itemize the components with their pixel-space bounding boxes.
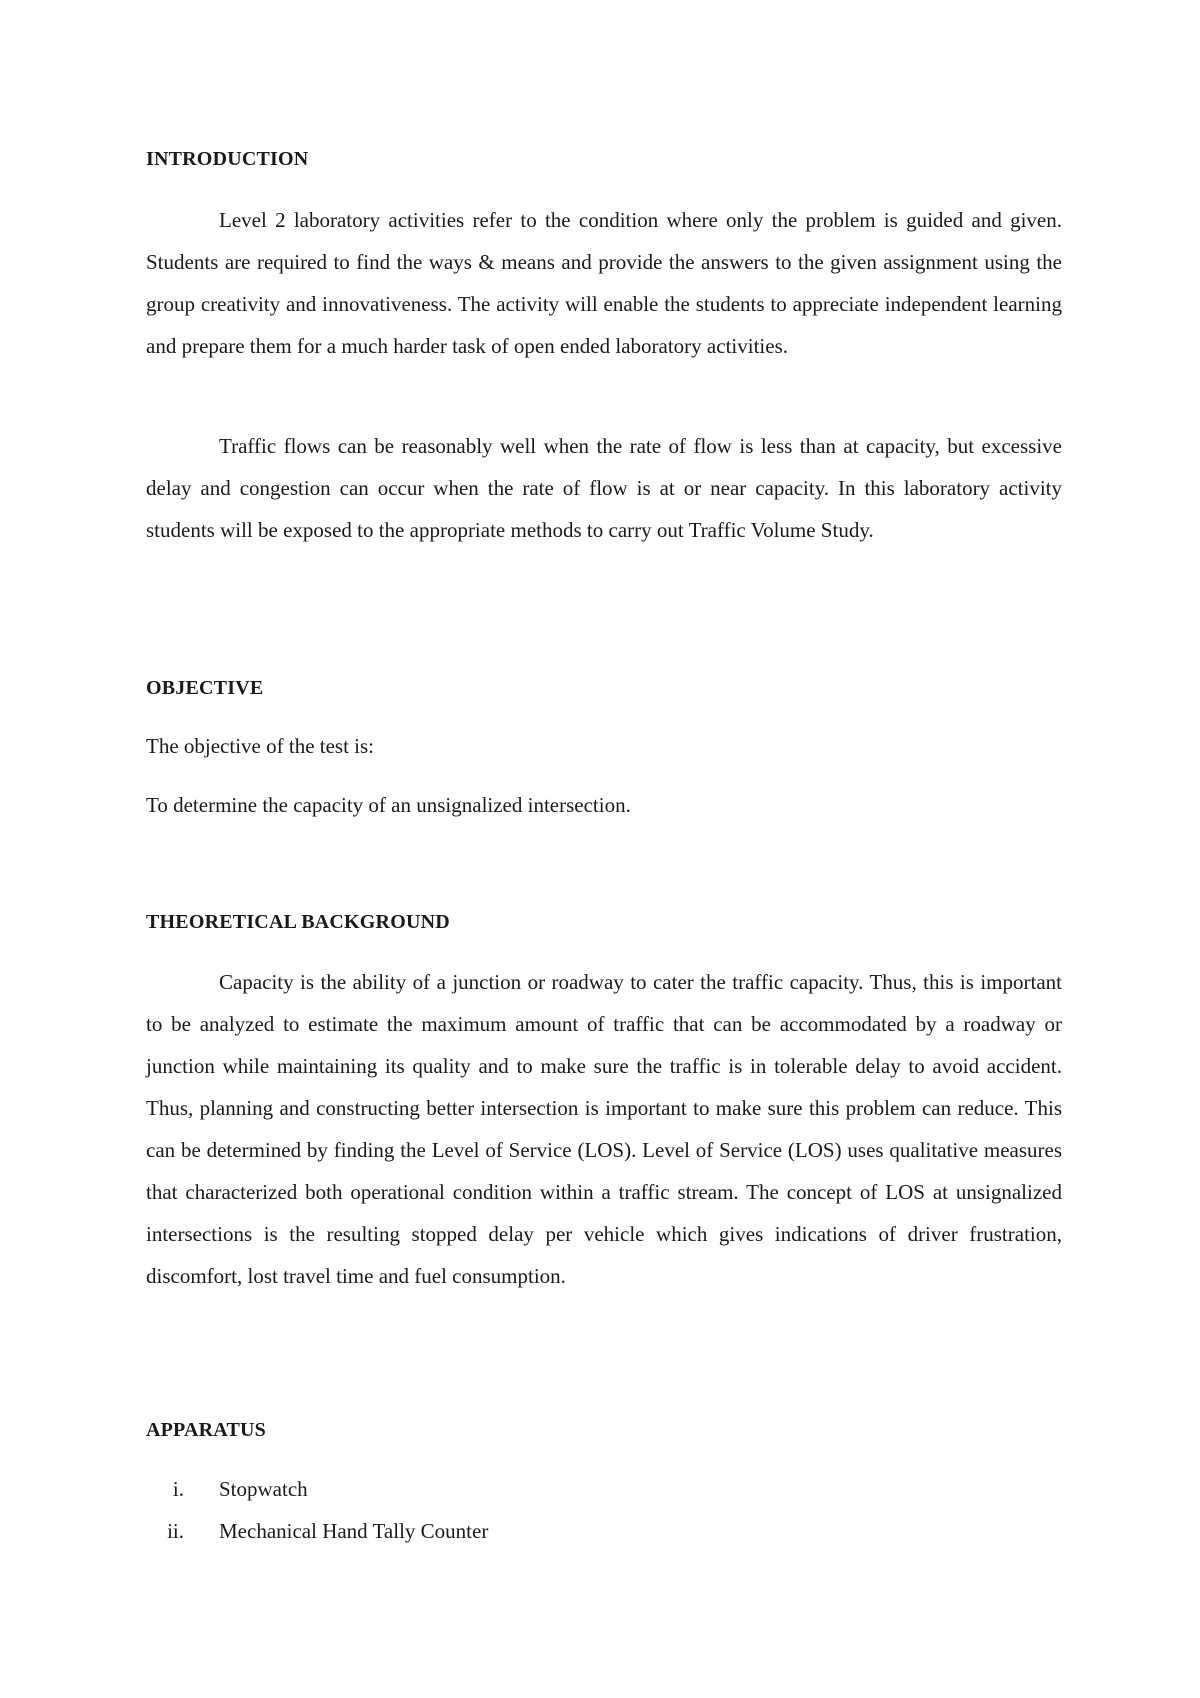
- list-marker: i.: [172, 1477, 184, 1501]
- objective-intro: The objective of the test is:: [146, 734, 375, 758]
- introduction-paragraph-1: Level 2 laboratory activities refer to the condition where only the problem is guided and given. Students are required to find the ways & means and provide the answers to the given assignment using the group creativity and innovativeness. The activity will enable the students to appreciate independent learning and prepare them for a much harder task of open ended laboratory activities.: [146, 208, 1062, 358]
- objective-heading: OBJECTIVE: [146, 677, 264, 699]
- list-item: [146, 1510, 846, 1552]
- theoretical-background-heading: THEORETICAL BACKGROUND: [146, 911, 450, 933]
- list-marker: ii.: [167, 1519, 184, 1543]
- introduction-heading: INTRODUCTION: [146, 148, 309, 170]
- introduction-paragraph-2: Traffic flows can be reasonably well when the rate of flow is less than at capacity, but excessive delay and congestion can occur when the rate of flow is at or near capacity. In this laboratory activity students will be exposed to the appropriate methods to carry out Traffic Volume Study.: [146, 434, 1062, 542]
- apparatus-item-tally-counter: Mechanical Hand Tally Counter: [219, 1519, 489, 1543]
- list-item: [146, 1468, 846, 1510]
- theoretical-background-paragraph: Capacity is the ability of a junction or roadway to cater the traffic capacity. Thus, this is important to be analyzed to estimate the maximum amount of traffic that can be accommodated by a roadway or junction while maintaining its quality and to make sure the traffic is in tolerable delay to avoid accident. Thus, planning and constructing better intersection is important to make sure this problem can reduce. This can be determined by finding the Level of Service (LOS). Level of Service (LOS) uses qualitative measures that characterized both operational condition within a traffic stream. The concept of LOS at unsignalized intersections is the resulting stopped delay per vehicle which gives indications of driver frustration, discomfort, lost travel time and fuel consumption.: [146, 970, 1062, 1288]
- apparatus-item-stopwatch: Stopwatch: [219, 1477, 308, 1501]
- apparatus-list: [146, 1468, 846, 1552]
- objective-statement: To determine the capacity of an unsignalized intersection.: [146, 793, 631, 817]
- apparatus-heading: APPARATUS: [146, 1419, 266, 1441]
